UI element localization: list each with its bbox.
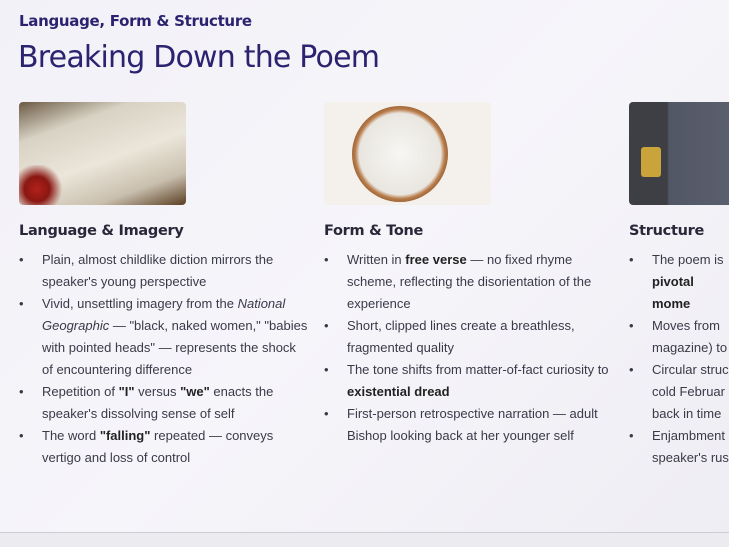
open-book-image: [19, 102, 186, 205]
bullet-item: [19, 381, 309, 425]
bullet-item: [324, 249, 614, 315]
bullet-text: enacts the speaker's dissolving sense of self: [42, 384, 274, 421]
bullet-text: The poem is: [652, 252, 724, 267]
bullet-text: — "black, naked women," "babies with pointed heads" — represents the shock of encountering difference: [42, 318, 308, 377]
bullet-list: [324, 249, 614, 447]
bullet-text: repeated — conveys vertigo and loss of control: [42, 428, 274, 465]
bullet-item: [19, 425, 309, 469]
bullet-item: [19, 293, 309, 381]
bullet-item: [629, 359, 729, 425]
bullet-item: [629, 249, 729, 315]
bullet-item: [324, 315, 614, 359]
bullet-item: [324, 403, 614, 447]
bullet-item: [19, 249, 309, 293]
bullet-list: [629, 249, 729, 469]
bullet-text: Vivid, unsettling imagery from the: [42, 296, 238, 311]
column-heading: Language & Imagery: [19, 223, 184, 239]
bullet-text: "I": [118, 384, 135, 399]
bullet-text: Enjambment speaker's rus: [652, 428, 729, 465]
bullet-text: The tone shifts from matter-of-fact curiosity to: [347, 362, 609, 377]
bullet-item: [629, 315, 729, 359]
bullet-text: The word: [42, 428, 100, 443]
bullet-text: versus: [134, 384, 181, 399]
bullet-text: free verse: [405, 252, 467, 267]
bullet-text: — no fixed rhyme scheme, reflecting the disorientation of the experience: [347, 252, 592, 311]
column-heading: Structure: [629, 223, 704, 239]
bullet-text: Repetition of: [42, 384, 119, 399]
pocket-watch-image: [324, 102, 491, 205]
bullet-text: Circular struc cold Februar back in time: [652, 362, 729, 421]
bullet-item: [324, 359, 614, 403]
bullet-text: National Geographic: [42, 296, 286, 333]
column-form-tone: [324, 102, 614, 447]
bullet-text: Moves from: [652, 318, 720, 333]
column-heading: Form & Tone: [324, 223, 424, 239]
magazine-spine-image: [629, 102, 729, 205]
section-subtitle: Language, Form & Structure: [19, 12, 252, 30]
bullet-text: existential dread: [347, 384, 450, 399]
bullet-text: Plain, almost childlike diction mirrors the speaker's young perspective: [42, 252, 274, 289]
bullet-text: "we": [180, 384, 210, 399]
bullet-text: Written in: [347, 252, 406, 267]
bullet-text: "falling": [99, 428, 151, 443]
bottom-bar: [0, 532, 729, 547]
bullet-text: Short, clipped lines create a breathless, fragmented quality: [347, 318, 575, 355]
bullet-text: pivotal mome: [652, 274, 694, 311]
bullet-list: [19, 249, 309, 469]
column-language-imagery: [19, 102, 309, 469]
column-structure: [629, 102, 729, 469]
page-title: Breaking Down the Poem: [18, 40, 380, 75]
bullet-text: First-person retrospective narration — adult Bishop looking back at her younger self: [347, 406, 598, 443]
bullet-item: [629, 425, 729, 469]
bullet-text: magazine) to: [652, 340, 728, 355]
